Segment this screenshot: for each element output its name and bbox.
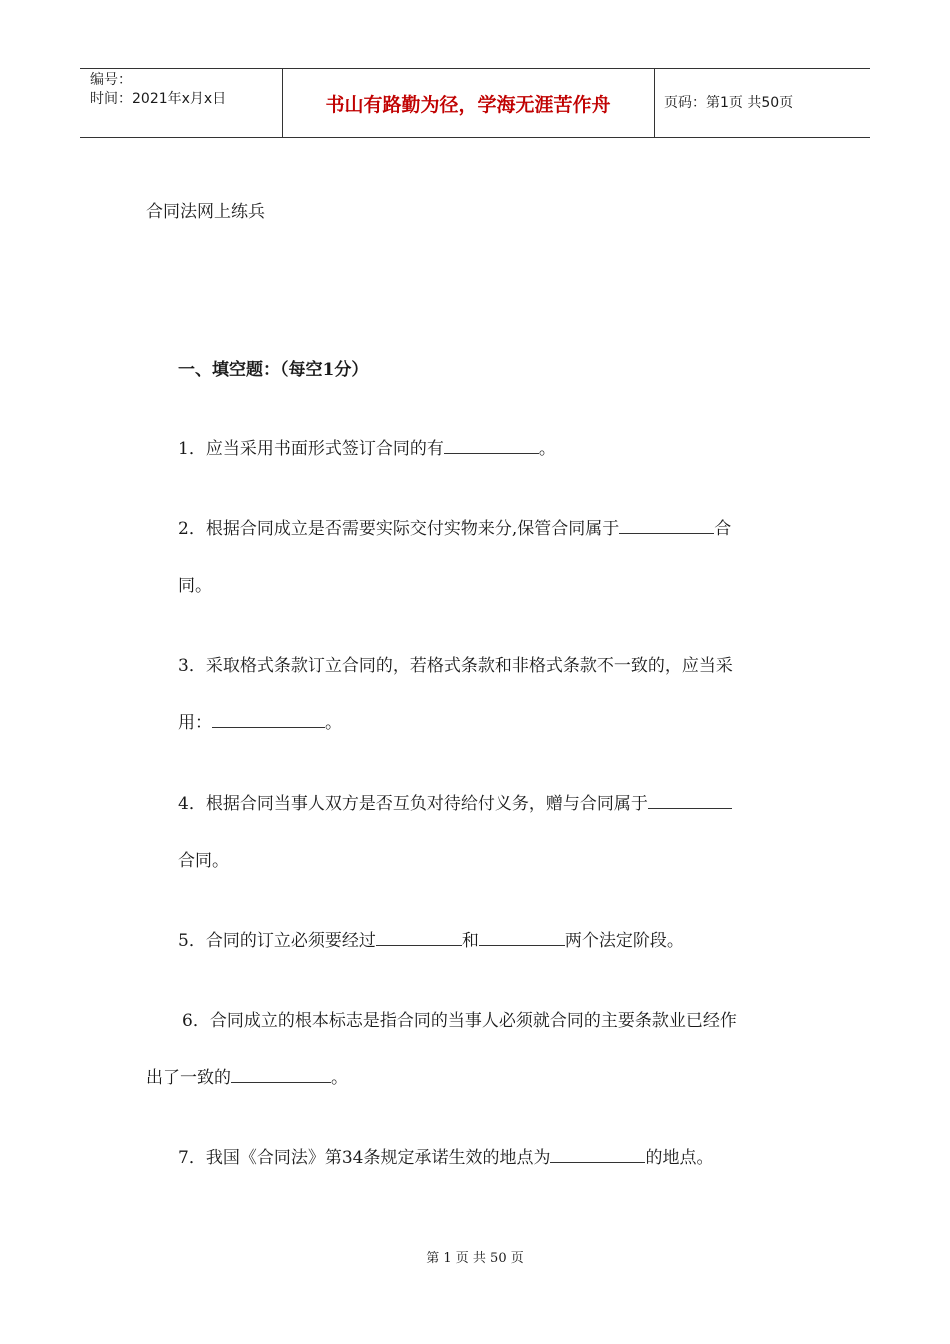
page-footer: 第 1 页 共 50 页 [426,1251,524,1266]
answer-blank [376,930,462,946]
question-6: 6．合同成立的根本标志是指合同的当事人必须就合同的主要条款业已经作 [182,1011,737,1031]
answer-blank [231,1067,331,1083]
document-title: 合同法网上练兵 [146,202,265,222]
question-2-cont: 同。 [178,576,212,596]
header-meta [90,71,226,109]
question-7: 7．我国《合同法》第34条规定承诺生效的地点为 的地点。 [178,1148,714,1168]
answer-blank [648,793,732,809]
header-motto: 书山有路勤为径，学海无涯苦作舟 [325,93,611,116]
document-header [80,68,870,138]
section-title: 一、填空题：（每空1分） [178,360,369,380]
question-3-cont: 用： 。 [178,713,342,733]
header-time: 时间：2021年x月x日 [90,91,227,107]
header-page-info: 页码：第1页 共50页 [664,95,794,111]
answer-blank [619,518,714,534]
question-4: 4．根据合同当事人双方是否互负对待给付义务，赠与合同属于 [178,789,732,814]
question-2: 2．根据合同成立是否需要实际交付实物来分,保管合同属于 合 [178,519,732,539]
header-number: 编号： [90,72,132,88]
answer-blank [550,1147,645,1163]
answer-blank [479,930,565,946]
question-3: 3．采取格式条款订立合同的，若格式条款和非格式条款不一致的，应当采 [178,656,733,676]
question-6-cont: 出了一致的 。 [146,1068,348,1088]
answer-blank [212,712,325,728]
question-1: 1．应当采用书面形式签订合同的有 。 [178,439,556,459]
answer-blank [444,438,539,454]
question-5: 5．合同的订立必须要经过 和 两个法定阶段。 [178,931,684,951]
header-divider [654,69,655,137]
question-4-cont: 合同。 [178,851,229,871]
